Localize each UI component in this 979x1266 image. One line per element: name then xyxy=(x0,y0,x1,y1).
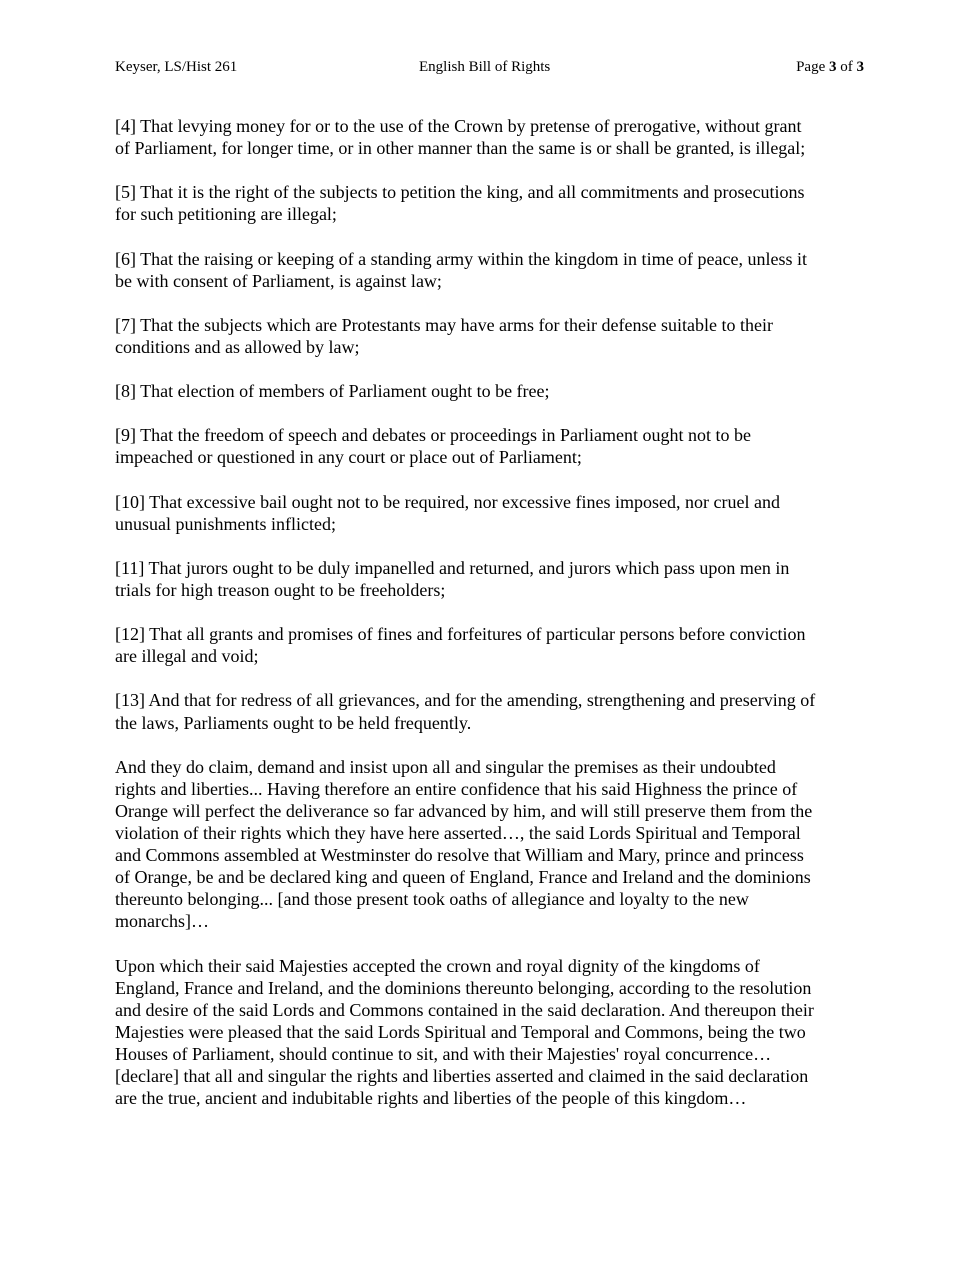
text-line: [4] That levying money for or to the use of the Crown by pretense of prerogative, without grant xyxy=(115,116,802,136)
text-line: violation of their rights which they have here asserted…, the said Lords Spiritual and Temporal xyxy=(115,823,801,843)
text-line: [8] That election of members of Parliament ought to be free; xyxy=(115,381,550,402)
paragraph xyxy=(115,623,875,667)
paragraph xyxy=(115,557,875,601)
text-line: unusual punishments inflicted; xyxy=(115,513,336,534)
paragraph xyxy=(115,955,875,1110)
text-line: [10] That excessive bail ought not to be required, nor excessive fines imposed, nor cruel and xyxy=(115,491,780,512)
text-line: monarchs]… xyxy=(115,911,209,932)
document-body xyxy=(115,115,875,1131)
text-line: [7] That the subjects which are Protestants may have arms for their defense suitable to their xyxy=(115,314,773,335)
text-line: rights and liberties... Having therefore an entire confidence that his said Highness the prince of xyxy=(115,778,798,799)
text-line: And they do claim, demand and insist upon all and singular the premises as their undoubted xyxy=(115,756,776,777)
header-title: English Bill of Rights xyxy=(419,59,551,75)
header-page-number xyxy=(796,58,864,76)
paragraph xyxy=(115,248,875,292)
text-line: trials for high treason ought to be freeholders; xyxy=(115,579,446,600)
text-line: are illegal and void; xyxy=(115,646,259,667)
text-line: conditions and as allowed by law; xyxy=(115,336,360,357)
page-total: 3 xyxy=(856,59,864,75)
page-prefix: Page xyxy=(796,59,829,75)
text-line: [13] And that for redress of all grievances, and for the amending, strengthening and preserving of xyxy=(115,690,816,711)
text-line: are the true, ancient and indubitable rights and liberties of the people of this kingdom… xyxy=(115,1088,747,1109)
text-line: [5] That it is the right of the subjects to petition the king, and all commitments and prosecutions xyxy=(115,182,805,203)
text-line: for such petitioning are illegal; xyxy=(115,204,337,225)
text-line: and desire of the said Lords and Commons contained in the said declaration. And thereupon their xyxy=(115,999,814,1020)
text-line: [6] That the raising or keeping of a standing army within the kingdom in time of peace, unless it xyxy=(115,248,808,269)
text-line: Orange will perfect the deliverance so far advanced by him, and will still preserve them from the xyxy=(115,800,813,821)
text-line: be with consent of Parliament, is against law; xyxy=(115,270,442,291)
text-line: Upon which their said Majesties accepted the crown and royal dignity of the kingdoms of xyxy=(115,955,760,976)
header-course: Keyser, LS/Hist 261 xyxy=(115,59,238,75)
text-line: of Orange, be and be declared king and queen of England, France and Ireland and the dominions xyxy=(115,867,811,888)
paragraph xyxy=(115,115,875,159)
paragraph xyxy=(115,756,875,933)
text-line: the laws, Parliaments ought to be held frequently. xyxy=(115,712,472,733)
text-line: of Parliament, for longer time, or in other manner than the same is or shall be granted, is illegal; xyxy=(115,138,806,159)
paragraph xyxy=(115,380,875,402)
text-line: Majesties were pleased that the said Lords Spiritual and Temporal and Commons, being the two xyxy=(115,1021,806,1042)
paragraph xyxy=(115,491,875,535)
text-line: [9] That the freedom of speech and debates or proceedings in Parliament ought not to be xyxy=(115,425,751,446)
text-line: impeached or questioned in any court or place out of Parliament; xyxy=(115,447,582,468)
paragraph xyxy=(115,314,875,358)
text-line: [11] That jurors ought to be duly impanelled and returned, and jurors which pass upon men in xyxy=(115,557,790,578)
text-line: Houses of Parliament, should continue to sit, and with their Majesties' royal concurrence… xyxy=(115,1043,772,1064)
paragraph xyxy=(115,424,875,468)
page-of: of xyxy=(836,59,857,75)
page-current: 3 xyxy=(829,59,837,75)
paragraph xyxy=(115,181,875,225)
text-line: England, France and Ireland, and the dominions thereunto belonging, according to the resolution xyxy=(115,977,812,998)
paragraph xyxy=(115,689,875,733)
text-line: [12] That all grants and promises of fines and forfeitures of particular persons before conviction xyxy=(115,624,806,645)
text-line: and Commons assembled at Westminster do resolve that William and Mary, prince and princess xyxy=(115,845,804,866)
text-line: [declare] that all and singular the rights and liberties asserted and claimed in the said declaration xyxy=(115,1066,809,1087)
text-line: thereunto belonging... [and those present took oaths of allegiance and loyalty to the new xyxy=(115,889,749,910)
